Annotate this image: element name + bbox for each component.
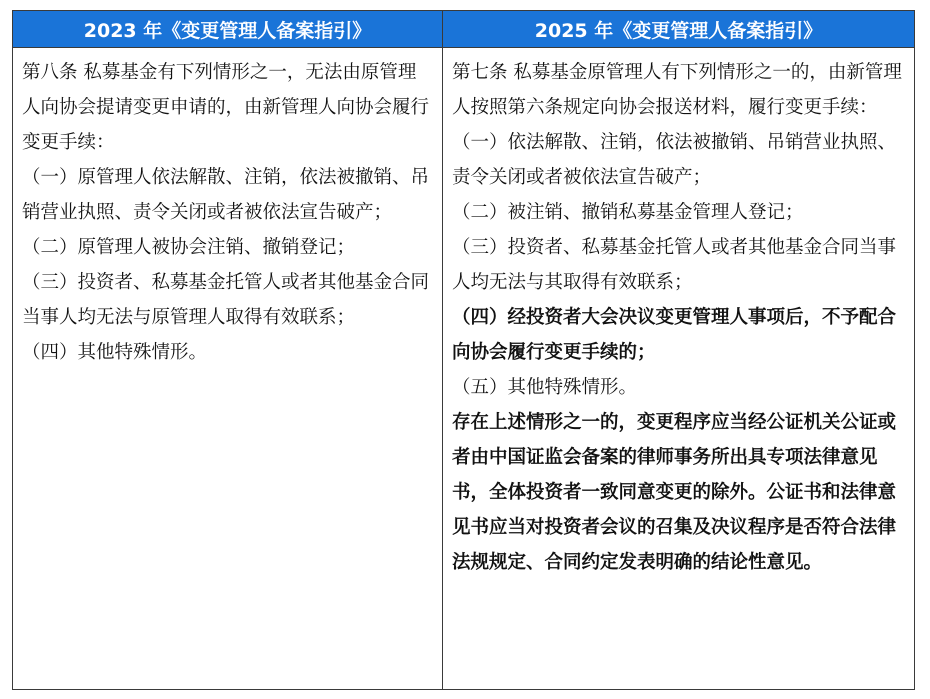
header-2023: 2023 年《变更管理人备案指引》 — [13, 11, 443, 48]
header-row — [13, 11, 915, 48]
article-7-item-1: （一）依法解散、注销，依法被撤销、吊销营业执照、责令关闭或者被依法宣告破产； — [452, 132, 897, 188]
header-2025: 2025 年《变更管理人备案指引》 — [443, 11, 915, 48]
cell-2023 — [13, 48, 443, 690]
article-8-item-3: （三）投资者、私募基金托管人或者其他基金合同当事人均无法与原管理人取得有效联系； — [22, 272, 430, 328]
cell-2025 — [443, 48, 915, 690]
article-7-intro: 第七条 私募基金原管理人有下列情形之一的，由新管理人按照第六条规定向协会报送材料，履行变更手续： — [452, 62, 902, 118]
article-7-item-5: （五）其他特殊情形。 — [452, 377, 638, 398]
article-7-item-4: （四）经投资者大会决议变更管理人事项后，不予配合向协会履行变更手续的； — [452, 307, 897, 363]
article-7-item-3: （三）投资者、私募基金托管人或者其他基金合同当事人均无法与其取得有效联系； — [452, 237, 897, 293]
content-row — [13, 48, 915, 690]
article-8-item-1: （一）原管理人依法解散、注销，依法被撤销、吊销营业执照、责令关闭或者被依法宣告破产； — [22, 167, 430, 223]
article-8-item-4: （四）其他特殊情形。 — [22, 342, 208, 363]
comparison-table — [12, 10, 915, 690]
article-8-item-2: （二）原管理人被协会注销、撤销登记； — [22, 237, 356, 258]
article-8-intro: 第八条 私募基金有下列情形之一，无法由原管理人向协会提请变更申请的，由新管理人向协会履行变更手续： — [22, 62, 430, 153]
article-7-closing: 存在上述情形之一的，变更程序应当经公证机关公证或者由中国证监会备案的律师事务所出具专项法律意见书，全体投资者一致同意变更的除外。公证书和法律意见书应当对投资者会议的召集及决议程序是否符合法律法规规定、合同约定发表明确的结论性意见。 — [452, 412, 897, 573]
article-7-item-2: （二）被注销、撤销私募基金管理人登记； — [452, 202, 804, 223]
